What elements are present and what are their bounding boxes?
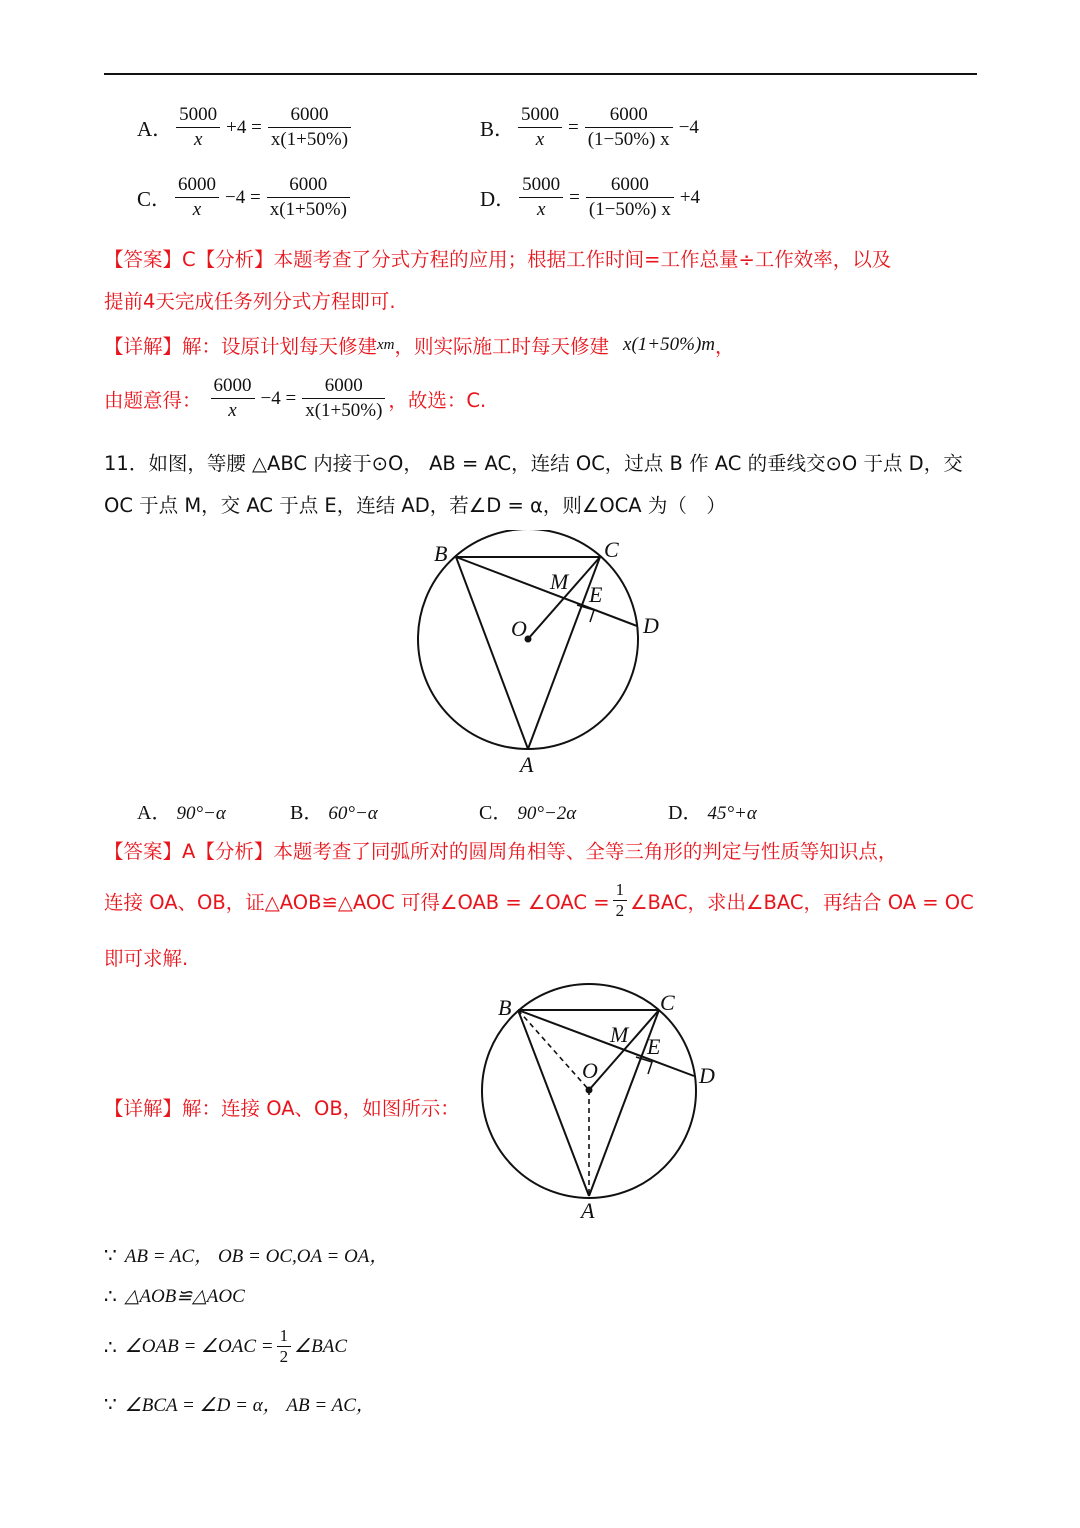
detail-variable: xm [377, 336, 395, 353]
denominator: x [192, 199, 202, 220]
option-label: A． [137, 802, 172, 824]
option-value: 90°−2α [517, 803, 577, 824]
fraction [518, 103, 562, 152]
proof-step-3 [104, 1326, 347, 1367]
q11-option-d[interactable] [668, 796, 757, 825]
label-o: O [582, 1058, 598, 1083]
operator: +4 [679, 186, 701, 208]
answer-text: ∠BAC，求出∠BAC，再结合 OA = OC [630, 890, 974, 914]
numerator: 5000 [518, 103, 562, 128]
fraction [211, 374, 255, 423]
fraction [268, 103, 351, 152]
answer-text: 连接 OA、OB，证△AOB≌△AOC 可得∠OAB = ∠OAC = [104, 890, 610, 914]
option-label: B． [480, 116, 516, 141]
label-d: D [643, 613, 659, 638]
denominator: x [535, 129, 545, 150]
operator: +4 = [226, 116, 262, 138]
proof-step-2 [104, 1284, 245, 1308]
denominator: x(1+50%) [305, 400, 383, 421]
operator: = [568, 116, 579, 138]
denominator: 2 [279, 1347, 289, 1366]
because-symbol: ∵ [104, 1242, 117, 1267]
numerator: 6000 [268, 103, 351, 128]
q10-answer-line1: 【答案】C【分析】本题考查了分式方程的应用；根据工作时间=工作总量÷工作效率，以及 [104, 248, 892, 271]
q11-answer-line1: 【答案】A【分析】本题考查了同弧所对的圆周角相等、全等三角形的判定与性质等知识点， [104, 840, 898, 863]
segment-bd [518, 1010, 694, 1076]
equation-end: ，故选：C. [388, 388, 487, 412]
denominator: x(1+50%) [270, 129, 349, 150]
segment-ob-dashed [518, 1010, 589, 1090]
fraction [176, 103, 220, 152]
fraction [585, 103, 673, 152]
q10-option-a[interactable] [137, 103, 360, 152]
denominator: x(1+50%) [269, 199, 347, 220]
numerator: 6000 [175, 173, 219, 198]
equation-intro: 由题意得： [104, 388, 202, 412]
option-value: 90°−α [176, 803, 226, 824]
q11-figure-2 [470, 978, 740, 1226]
fraction-half [613, 880, 628, 921]
q11-answer-line3: 即可求解. [104, 947, 189, 970]
center-point [586, 1087, 593, 1094]
label-c: C [604, 537, 619, 562]
option-label: A． [137, 116, 174, 141]
proof-step-1 [104, 1241, 388, 1268]
option-label: C． [479, 802, 513, 824]
proof-step-4 [104, 1390, 375, 1417]
q11-figure [400, 530, 680, 780]
numerator: 6000 [586, 173, 674, 198]
segment-ab [456, 557, 528, 749]
option-value: 60°−α [328, 803, 378, 824]
denominator: x [536, 199, 546, 220]
label-d: D [699, 1063, 715, 1088]
numerator: 1 [613, 880, 628, 901]
numerator: 6000 [211, 374, 255, 399]
operator: = [569, 186, 580, 208]
denominator: (1−50%) x [588, 199, 671, 220]
denominator: 2 [615, 901, 625, 920]
option-value: 45°+α [707, 803, 757, 824]
header-rule [104, 73, 977, 75]
option-label: D． [480, 186, 517, 211]
q10-option-c[interactable] [137, 173, 359, 222]
numerator: 6000 [302, 374, 385, 399]
label-a: A [581, 1198, 595, 1223]
segment-bd [456, 557, 637, 626]
label-c: C [660, 990, 675, 1015]
option-label: D． [668, 802, 703, 824]
label-m: M [550, 569, 569, 594]
step-text: ∠BAC [294, 1336, 348, 1357]
q11-answer-line2 [104, 880, 974, 921]
q10-option-d[interactable] [480, 173, 703, 222]
label-m: M [610, 1022, 629, 1047]
q11-option-b[interactable] [290, 796, 479, 825]
numerator: 1 [277, 1326, 292, 1347]
q11-option-c[interactable] [479, 796, 668, 825]
step-text: ∠BCA = ∠D = α， AB = AC， [124, 1395, 375, 1416]
q10-option-b[interactable] [480, 103, 702, 152]
equation [208, 374, 389, 423]
q10-equation-line [104, 374, 486, 423]
q11-question-line1: 11．如图，等腰 △ABC 内接于⊙O， AB = AC，连结 OC，过点 B 作 AC 的垂线交⊙O 于点 D，交 [104, 452, 963, 475]
denominator: x [193, 129, 203, 150]
step-text: △AOB≌△AOC [124, 1285, 245, 1307]
denominator: (1−50%) x [587, 129, 670, 150]
label-e: E [647, 1034, 661, 1059]
denominator: x [228, 400, 237, 421]
label-b: B [498, 995, 512, 1020]
step-text: AB = AC， OB = OC,OA = OA， [124, 1246, 389, 1267]
q11-option-a[interactable] [137, 796, 290, 825]
label-e: E [589, 582, 603, 607]
fraction [519, 173, 563, 222]
option-label: C． [137, 186, 173, 211]
operator: −4 = [260, 387, 297, 409]
detail-text: ， [715, 335, 735, 358]
numerator: 6000 [585, 103, 673, 128]
option-label: B． [290, 802, 324, 824]
label-o: O [511, 616, 527, 641]
fraction [302, 374, 385, 423]
segment-ab [518, 1010, 589, 1196]
therefore-symbol: ∴ [104, 1284, 117, 1308]
label-b: B [434, 541, 448, 566]
detail-expression: x(1+50%)m [623, 334, 715, 355]
fraction [586, 173, 674, 222]
fraction [267, 173, 350, 222]
operator: −4 [678, 116, 699, 138]
detail-text: 【详解】解：设原计划每天修建 [104, 335, 378, 358]
because-symbol: ∵ [104, 1391, 117, 1416]
numerator: 5000 [519, 173, 563, 198]
detail-text: ，则实际施工时每天修建 [394, 335, 610, 358]
fraction [175, 173, 219, 222]
therefore-symbol: ∴ [104, 1334, 117, 1359]
q11-question-line2: OC 于点 M，交 AC 于点 E，连结 AD，若∠D = α，则∠OCA 为（ ） [104, 494, 726, 517]
fraction-half [277, 1326, 292, 1367]
numerator: 6000 [267, 173, 350, 198]
numerator: 5000 [176, 103, 220, 128]
q11-detail-line: 【详解】解：连接 OA、OB，如图所示： [104, 1097, 460, 1120]
q10-answer-line2: 提前4天完成任务列分式方程即可. [104, 290, 396, 313]
operator: −4 = [225, 186, 261, 208]
q10-detail-line [104, 331, 735, 359]
step-text: ∠OAB = ∠OAC = [124, 1336, 274, 1357]
q11-options [137, 796, 757, 825]
label-a: A [520, 752, 534, 777]
